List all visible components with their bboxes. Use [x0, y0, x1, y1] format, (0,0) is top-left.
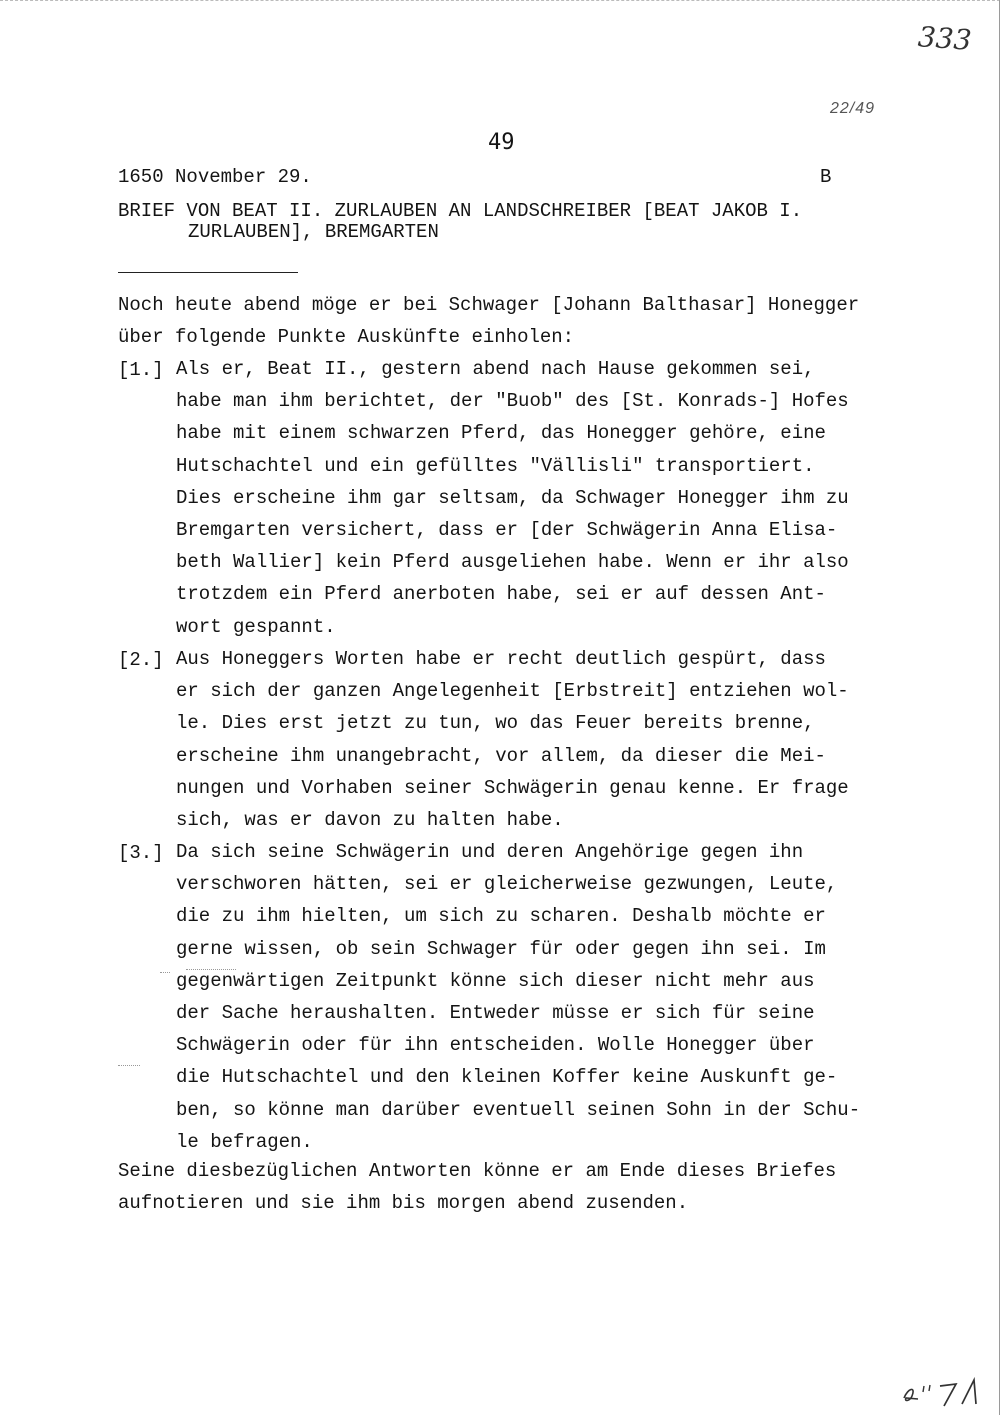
- point-1-marker: [1.]: [118, 359, 164, 381]
- letter-code: B: [820, 166, 832, 188]
- closing-paragraph: Seine diesbezüglichen Antworten könne er am Ende dieses Briefes aufnotieren und sie ihm bis morgen abend zusenden.: [118, 1160, 837, 1215]
- point-1-text: Als er, Beat II., gestern abend nach Hause gekommen sei, habe man ihm berichtet, der "Buob" des [St. Konrads-] Hofes habe mit einem schwarzen Pferd, das Honegger gehöre, eine Hutschachtel und ein gefülltes "Vällisli" transportiert. Dies erscheine ihm gar seltsam, da Schwager Honegger ihm zu Bremgarten versichert, dass er [der Schwägerin Anna Elisa- beth Wallier] kein Pferd ausgeliehen habe. Wenn er ihr also trotzdem ein Pferd anerboten habe, sei er auf dessen Ant- wort gespannt.: [176, 358, 849, 638]
- margin-scan-mark: [118, 1065, 140, 1066]
- page-number: 49: [488, 130, 515, 155]
- handwritten-folio-number: 333: [916, 20, 973, 57]
- point-3-text: Da sich seine Schwägerin und deren Angehörige gegen ihn verschworen hätten, sei er gleicherweise gezwungen, Leute, die zu ihm hielten, um sich zu scharen. Deshalb möchte er gerne wissen, ob sein Schwager für oder gegen ihn sei. Im gegenwärtigen Zeitpunkt könne sich dieser nicht mehr aus der Sache heraushalten. Entweder müsse er sich für seine Schwägerin oder für ihn entscheiden. Wolle Honegger über die Hutschachtel und den kleinen Koffer keine Auskunft ge- ben, so könne man darüber eventuell seinen Sohn in der Schu- le befragen.: [176, 841, 861, 1153]
- intro-paragraph: Noch heute abend möge er bei Schwager [Johann Balthasar] Honegger über folgende Punkte Auskünfte einholen:: [118, 294, 860, 349]
- handwritten-archive-signature: [898, 1368, 988, 1408]
- page-top-edge: [0, 0, 1000, 2]
- document-title-line-2: ZURLAUBEN], BREMGARTEN: [188, 221, 439, 243]
- document-title-line-1: BRIEF VON BEAT II. ZURLAUBEN AN LANDSCHREIBER [BEAT JAKOB I.: [118, 200, 803, 222]
- overline-scan-mark: [186, 969, 236, 970]
- point-2-marker: [2.]: [118, 649, 164, 671]
- reference-number: 22/49: [830, 100, 876, 117]
- point-2-text: Aus Honeggers Worten habe er recht deutlich gespürt, dass er sich der ganzen Angelegenheit [Erbstreit] entziehen wol- le. Dies erst jetzt zu tun, wo das Feuer bereits brenne, erscheine ihm unangebracht, vor allem, da dieser die Mei- nungen und Vorhaben seiner Schwägerin genau kenne. Er frage sich, was er davon zu halten habe.: [176, 648, 849, 832]
- margin-scan-mark: [160, 972, 170, 973]
- title-separator-rule: [118, 272, 298, 273]
- document-date: 1650 November 29.: [118, 166, 312, 188]
- point-3-marker: [3.]: [118, 842, 164, 864]
